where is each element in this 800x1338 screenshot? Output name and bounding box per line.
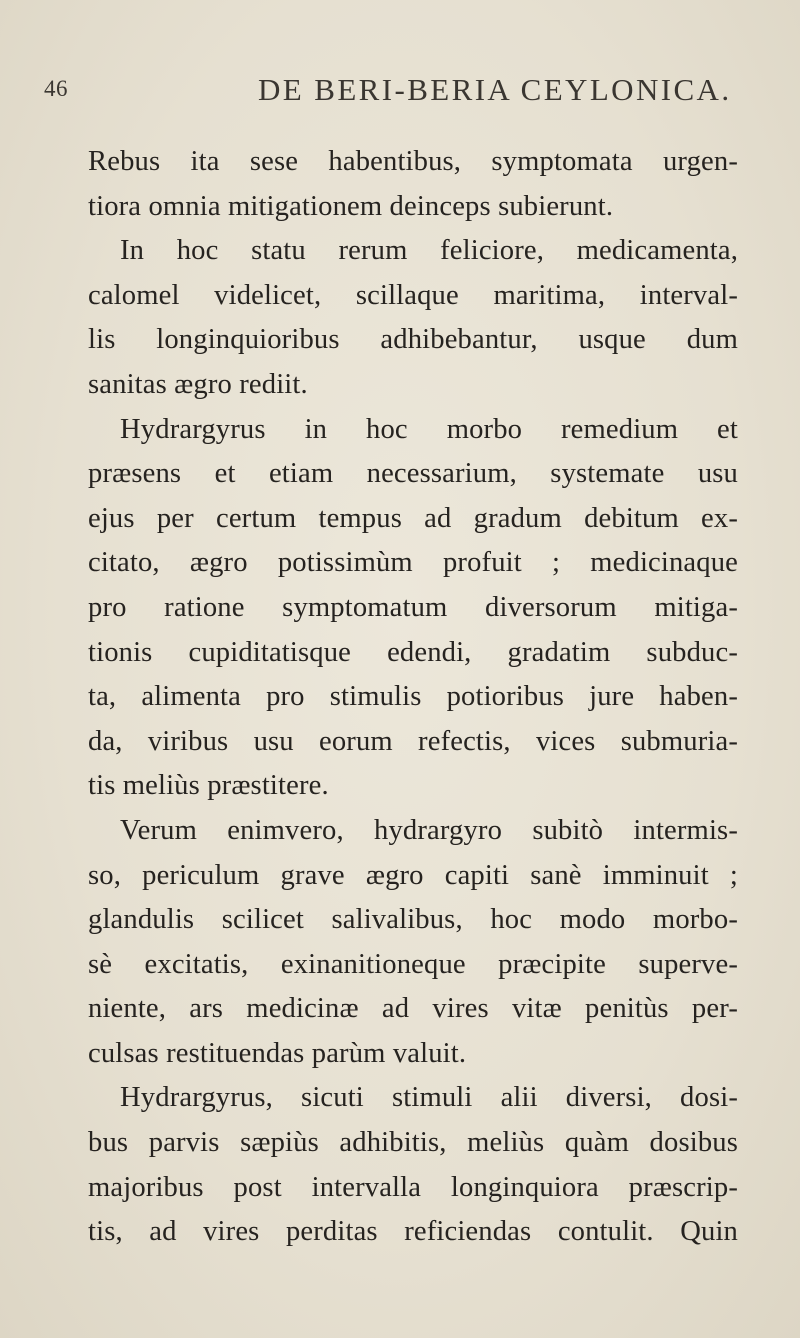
text-line: Verum enimvero, hydrargyro subitò intermis- bbox=[120, 814, 738, 846]
text-line: Hydrargyrus, sicuti stimuli alii diversi, dosi- bbox=[120, 1082, 738, 1114]
text-line: majoribus post intervalla longinquiora præscrip- bbox=[88, 1171, 738, 1203]
text-line: sanitas ægro rediit. bbox=[88, 368, 308, 400]
running-title: DE BERI-BERIA CEYLONICA. bbox=[258, 72, 732, 107]
text-line: Rebus ita sese habentibus, symptomata urgen- bbox=[88, 146, 738, 177]
text-line: sè excitatis, exinanitioneque præcipite superve- bbox=[88, 948, 738, 980]
text-line: præsens et etiam necessarium, systemate usu bbox=[88, 458, 738, 490]
text-line: tiora omnia mitigationem deinceps subierunt. bbox=[88, 190, 614, 222]
page-header bbox=[0, 72, 800, 112]
page-number: 46 bbox=[44, 76, 68, 101]
text-line: glandulis scilicet salivalibus, hoc modo morbo- bbox=[88, 904, 738, 936]
text-line: culsas restituendas parùm valuit. bbox=[88, 1037, 467, 1069]
text-line: tis, ad vires perditas reficiendas contulit. Quin bbox=[88, 1216, 738, 1248]
text-line: calomel videlicet, scillaque maritima, interval- bbox=[88, 279, 738, 311]
text-line: ejus per certum tempus ad gradum debitum ex- bbox=[88, 502, 738, 534]
text-line: In hoc statu rerum feliciore, medicamenta, bbox=[120, 235, 738, 267]
text-line: pro ratione symptomatum diversorum mitiga- bbox=[88, 591, 738, 623]
text-line: tionis cupiditatisque edendi, gradatim subduc- bbox=[88, 636, 738, 668]
text-line: Hydrargyrus in hoc morbo remedium et bbox=[120, 413, 738, 445]
text-line: bus parvis sæpiùs adhibitis, meliùs quàm dosibus bbox=[88, 1127, 738, 1159]
text-line: ta, alimenta pro stimulis potioribus jure haben- bbox=[88, 681, 738, 713]
text-line: so, periculum grave ægro capiti sanè imminuit ; bbox=[88, 859, 738, 891]
text-line: da, viribus usu eorum refectis, vices submuria- bbox=[88, 725, 738, 757]
text-line: niente, ars medicinæ ad vires vitæ penitùs per- bbox=[88, 993, 738, 1025]
text-line: citato, ægro potissimùm profuit ; medicinaque bbox=[88, 547, 738, 579]
text-line: tis meliùs præstitere. bbox=[88, 770, 329, 802]
text-line: lis longinquioribus adhibebantur, usque dum bbox=[88, 324, 738, 356]
body-text bbox=[88, 140, 738, 1255]
